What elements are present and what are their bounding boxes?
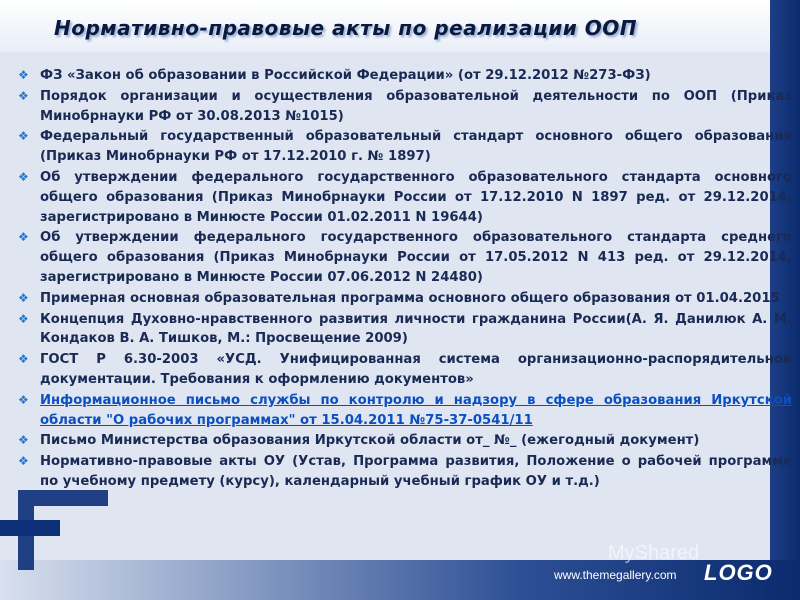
corner-decoration-bar (0, 520, 60, 580)
acts-list (16, 66, 792, 493)
info-letter-link[interactable]: Информационное письмо службы по контролю и надзору в сфере образования Иркутской области "О рабочих программах" от 15.04.2011 №75-37-0541/11 (40, 392, 792, 428)
diamond-arrow-bullet-icon: ❖ (18, 68, 29, 82)
slide-title: Нормативно-правовые акты по реализации ООП (54, 16, 638, 40)
diamond-arrow-bullet-icon: ❖ (18, 454, 29, 469)
diamond-arrow-bullet-icon: ❖ (18, 169, 29, 184)
list-item: ❖ Примерная основная образовательная программа основного общего образования от 01.04.2015 (18, 290, 780, 306)
diamond-arrow-bullet-icon: ❖ (18, 129, 29, 144)
logo: LOGO (704, 560, 773, 585)
list-item-link (16, 391, 792, 431)
list-item: ❖ Нормативно-правовые акты ОУ (Устав, Программа развития, Положение о рабочей программе по учебному предмету (курсу), календарный учебный график ОУ и т.д.) (18, 454, 792, 489)
list-item: ❖ Письмо Министерства образования Иркутской области от_ №_ (ежегодный документ) (18, 433, 700, 449)
diamond-arrow-bullet-icon: ❖ (18, 290, 29, 305)
list-item: ❖ Концепция Духовно-нравственного развития личности гражданина России(А. Я. Данилюк А. М. Кондаков В. А. Тишков, М.: Просвещение 2009) (18, 311, 792, 347)
list-item: ❖ ГОСТ Р 6.30-2003 «УСД. Унифицированная система организационно-распорядительной документации. Требования к оформлению документов» (18, 352, 792, 387)
watermark-text: MyShared (608, 542, 700, 564)
list-item: ❖ Об утверждении федерального государственного образовательного стандарта среднего общего образования (Приказ Минобрнауки России от 17.05.2012 N 413 ред. от 29.12.2014, зарегистрировано в Минюсте России 07.06.2012 N 24480) (18, 230, 792, 285)
diamond-arrow-bullet-icon: ❖ (18, 311, 29, 326)
diamond-arrow-bullet-icon: ❖ (18, 230, 29, 245)
diamond-arrow-bullet-icon: ❖ (18, 392, 29, 407)
footer-url: www.themegallery.com (554, 568, 677, 582)
diamond-arrow-bullet-icon: ❖ (18, 433, 29, 448)
diamond-arrow-bullet-icon: ❖ (18, 352, 29, 367)
diamond-arrow-bullet-icon: ❖ (18, 88, 29, 103)
list-item: ❖ ФЗ «Закон об образовании в Российской Федерации» (от 29.12.2012 №273-ФЗ) (18, 68, 651, 83)
list-item: ❖ Федеральный государственный образовательный стандарт основного общего образования (Приказ Минобрнауки РФ от 17.12.2010 г. № 1897) (18, 129, 792, 165)
list-item: ❖ Об утверждении федерального государственного образовательного стандарта основного общего образования (Приказ Минобрнауки России от 17.12.2010 N 1897 ред. от 29.12.2014, зарегистрировано в Минюсте России 01.02.2011 N 19644) (18, 169, 792, 225)
list-item: ❖ Порядок организации и осуществления образовательной деятельности по ООП (Приказ Минобрнауки РФ от 30.08.2013 №1015) (18, 88, 792, 124)
